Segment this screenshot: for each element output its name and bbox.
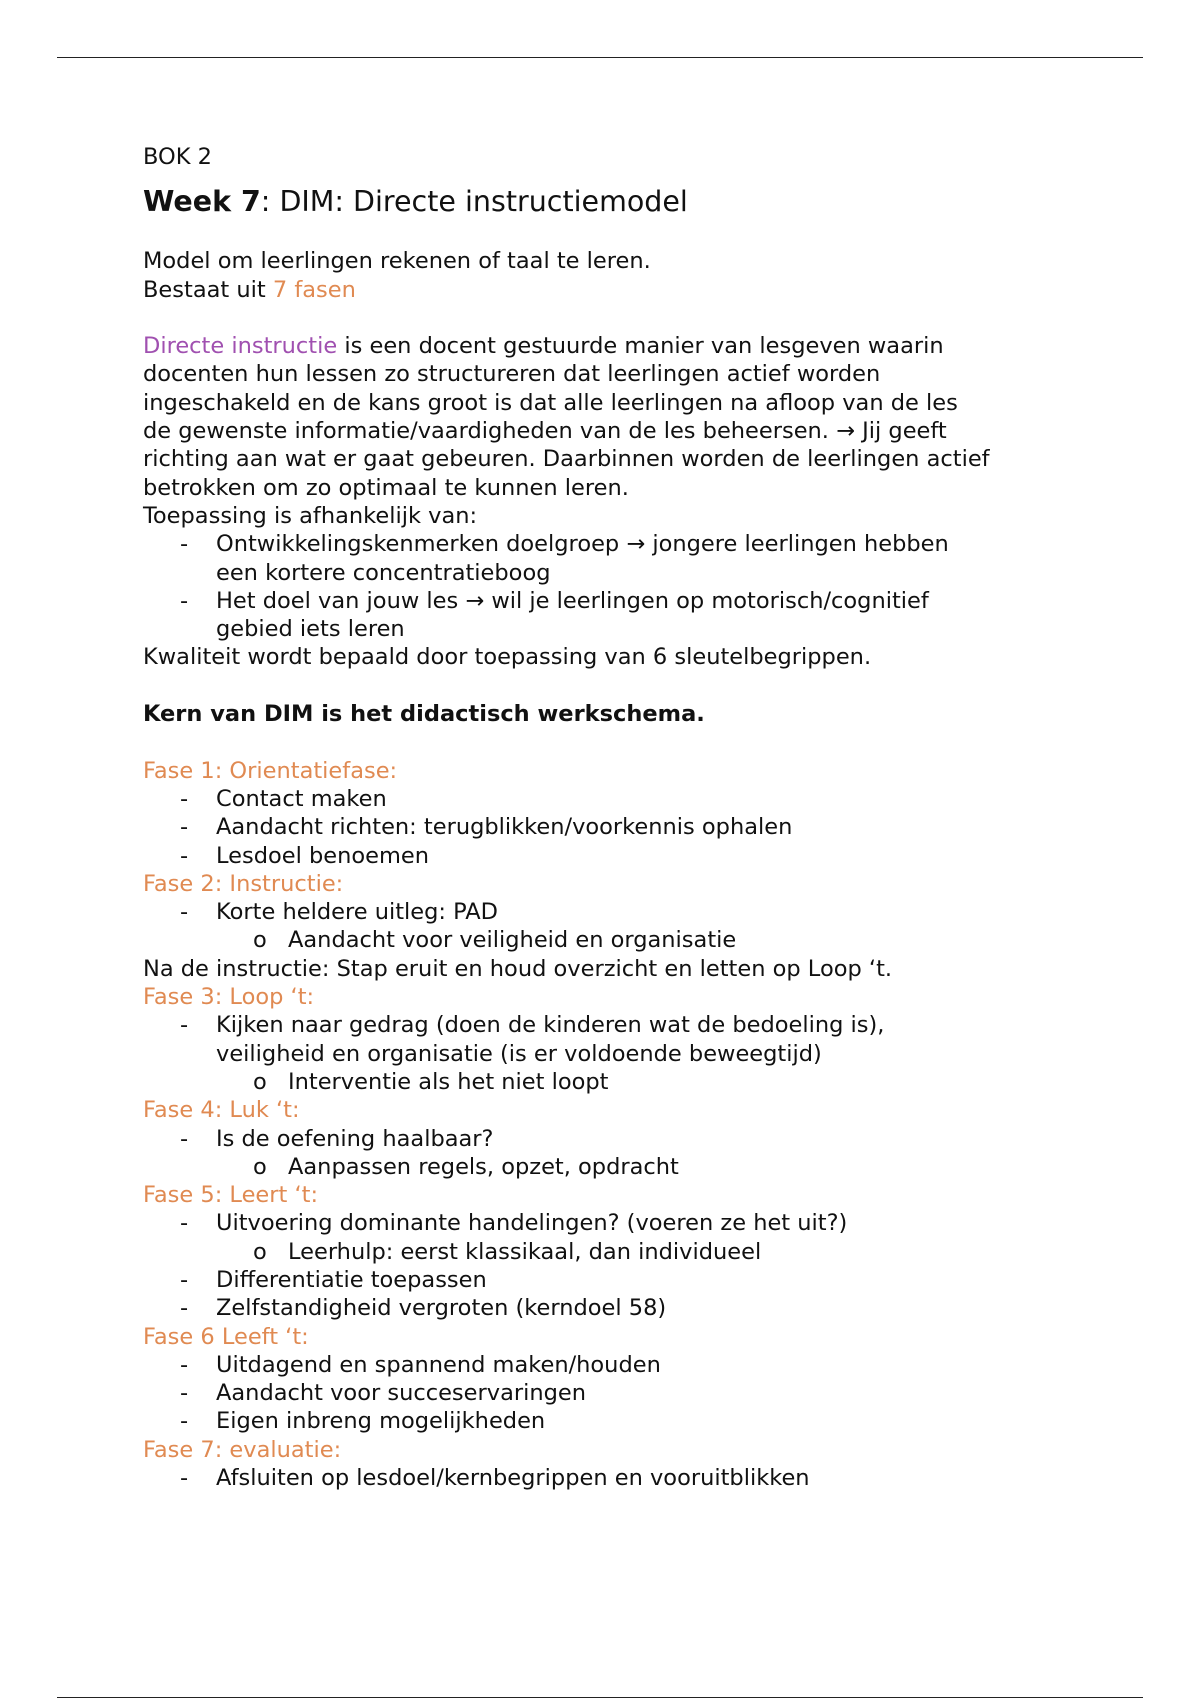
application-heading: Toepassing is afhankelijk van: bbox=[143, 502, 478, 529]
phase-5-title: Fase 5: Leert ‘t: bbox=[143, 1182, 319, 1209]
list-item bbox=[143, 1209, 1103, 1237]
list-item-text: Korte heldere uitleg: PAD bbox=[216, 899, 498, 926]
after-instruction-line: Na de instructie: Stap eruit en houd overzicht en letten op Loop ‘t. bbox=[143, 955, 893, 982]
definition-line-4: de gewenste informatie/vaardigheden van de les beheersen. → Jij geeft bbox=[143, 418, 947, 445]
header-label: BOK 2 bbox=[143, 144, 212, 170]
dash-bullet: - bbox=[180, 1210, 189, 1237]
dash-bullet: - bbox=[180, 1408, 189, 1435]
dash-bullet: - bbox=[180, 814, 189, 841]
sub-list-item-text: Aandacht voor veiligheid en organisatie bbox=[288, 927, 737, 954]
phase-4-title: Fase 4: Luk ‘t: bbox=[143, 1097, 300, 1124]
dash-bullet: - bbox=[180, 1465, 189, 1492]
list-item bbox=[143, 1379, 1103, 1407]
list-item bbox=[143, 587, 1103, 615]
circle-bullet-icon: o bbox=[253, 1068, 267, 1095]
list-item bbox=[143, 898, 1103, 926]
list-item bbox=[143, 1351, 1103, 1379]
dash-bullet: - bbox=[180, 1380, 189, 1407]
circle-bullet-icon: o bbox=[253, 927, 267, 954]
page-title bbox=[143, 185, 1103, 219]
intro-highlight: 7 fasen bbox=[272, 276, 356, 303]
phase-6-title: Fase 6 Leeft ‘t: bbox=[143, 1323, 309, 1350]
list-item-text: Uitvoering dominante handelingen? (voeren ze het uit?) bbox=[216, 1210, 848, 1237]
dash-bullet: - bbox=[180, 1295, 189, 1322]
list-item-continuation bbox=[143, 615, 1103, 643]
list-item-text: Eigen inbreng mogelijkheden bbox=[216, 1408, 546, 1435]
dash-bullet: - bbox=[180, 1125, 189, 1152]
header-rule bbox=[57, 57, 1143, 58]
list-item-text: Afsluiten op lesdoel/kernbegrippen en vooruitblikken bbox=[216, 1465, 810, 1492]
definition-line-1 bbox=[143, 332, 1103, 360]
list-item-text: een kortere concentratieboog bbox=[216, 559, 551, 586]
list-item bbox=[143, 1464, 1103, 1492]
definition-line-2: docenten hun lessen zo structureren dat leerlingen actief worden bbox=[143, 361, 881, 388]
list-item-text: Differentiatie toepassen bbox=[216, 1266, 487, 1293]
footer-rule bbox=[57, 1697, 1143, 1698]
list-item-continuation bbox=[143, 559, 1103, 587]
list-item bbox=[143, 1407, 1103, 1435]
quality-line: Kwaliteit wordt bepaald door toepassing van 6 sleutelbegrippen. bbox=[143, 644, 872, 671]
dash-bullet: - bbox=[180, 1266, 189, 1293]
title-rest: : DIM: Directe instructiemodel bbox=[260, 185, 688, 219]
list-item bbox=[143, 530, 1103, 558]
definition-line-3: ingeschakeld en de kans groot is dat alle leerlingen na afloop van de les bbox=[143, 389, 958, 416]
list-item-text: Lesdoel benoemen bbox=[216, 842, 430, 869]
sub-list-item-text: Leerhulp: eerst klassikaal, dan individueel bbox=[288, 1238, 762, 1265]
list-item-text: gebied iets leren bbox=[216, 616, 405, 643]
definition-line-6: betrokken om zo optimaal te kunnen leren. bbox=[143, 474, 629, 501]
list-item bbox=[143, 1125, 1103, 1153]
document-page bbox=[143, 143, 1103, 1492]
list-item bbox=[143, 785, 1103, 813]
phase-1-title: Fase 1: Orientatiefase: bbox=[143, 757, 398, 784]
sub-list-item bbox=[143, 1068, 1103, 1096]
list-item bbox=[143, 1011, 1103, 1039]
list-item-text: Aandacht richten: terugblikken/voorkennis ophalen bbox=[216, 814, 793, 841]
list-item-text: Is de oefening haalbaar? bbox=[216, 1125, 494, 1152]
dash-bullet: - bbox=[180, 1351, 189, 1378]
dash-bullet: - bbox=[180, 899, 189, 926]
phase-3-title: Fase 3: Loop ‘t: bbox=[143, 984, 315, 1011]
list-item-text: Kijken naar gedrag (doen de kinderen wat de bedoeling is), bbox=[216, 1012, 885, 1039]
sub-list-item bbox=[143, 1238, 1103, 1266]
list-item-text: Uitdagend en spannend maken/houden bbox=[216, 1351, 661, 1378]
sub-list-item-text: Aanpassen regels, opzet, opdracht bbox=[288, 1153, 679, 1180]
sub-list-item-text: Interventie als het niet loopt bbox=[288, 1068, 609, 1095]
dash-bullet: - bbox=[180, 1012, 189, 1039]
definition-line-5: richting aan wat er gaat gebeuren. Daarbinnen worden de leerlingen actief bbox=[143, 446, 990, 473]
list-item-text: Het doel van jouw les → wil je leerlingen op motorisch/cognitief bbox=[216, 587, 929, 614]
circle-bullet-icon: o bbox=[253, 1153, 267, 1180]
list-item-text: Zelfstandigheid vergroten (kerndoel 58) bbox=[216, 1295, 667, 1322]
dash-bullet: - bbox=[180, 785, 189, 812]
dash-bullet: - bbox=[180, 587, 189, 614]
sub-list-item bbox=[143, 1153, 1103, 1181]
core-statement: Kern van DIM is het didactisch werkschema. bbox=[143, 701, 705, 728]
circle-bullet-icon: o bbox=[253, 1238, 267, 1265]
list-item-text: Aandacht voor succeservaringen bbox=[216, 1380, 586, 1407]
title-week: Week 7 bbox=[143, 185, 261, 219]
list-item-continuation bbox=[143, 1040, 1103, 1068]
definition-text-1: is een docent gestuurde manier van lesgeven waarin bbox=[337, 333, 944, 360]
list-item bbox=[143, 842, 1103, 870]
definition-term: Directe instructie bbox=[143, 333, 338, 360]
list-item-text: veiligheid en organisatie (is er voldoende beweegtijd) bbox=[216, 1040, 822, 1067]
list-item bbox=[143, 813, 1103, 841]
intro-line-2 bbox=[143, 276, 1103, 304]
phase-7-title: Fase 7: evaluatie: bbox=[143, 1436, 342, 1463]
dash-bullet: - bbox=[180, 842, 189, 869]
intro-line-1: Model om leerlingen rekenen of taal te leren. bbox=[143, 248, 651, 275]
sub-list-item bbox=[143, 926, 1103, 954]
intro-line-2-prefix: Bestaat uit bbox=[143, 276, 273, 303]
dash-bullet: - bbox=[180, 531, 189, 558]
list-item-text: Contact maken bbox=[216, 785, 387, 812]
phase-2-title: Fase 2: Instructie: bbox=[143, 870, 344, 897]
list-item-text: Ontwikkelingskenmerken doelgroep → jongere leerlingen hebben bbox=[216, 531, 949, 558]
list-item bbox=[143, 1266, 1103, 1294]
list-item bbox=[143, 1294, 1103, 1322]
